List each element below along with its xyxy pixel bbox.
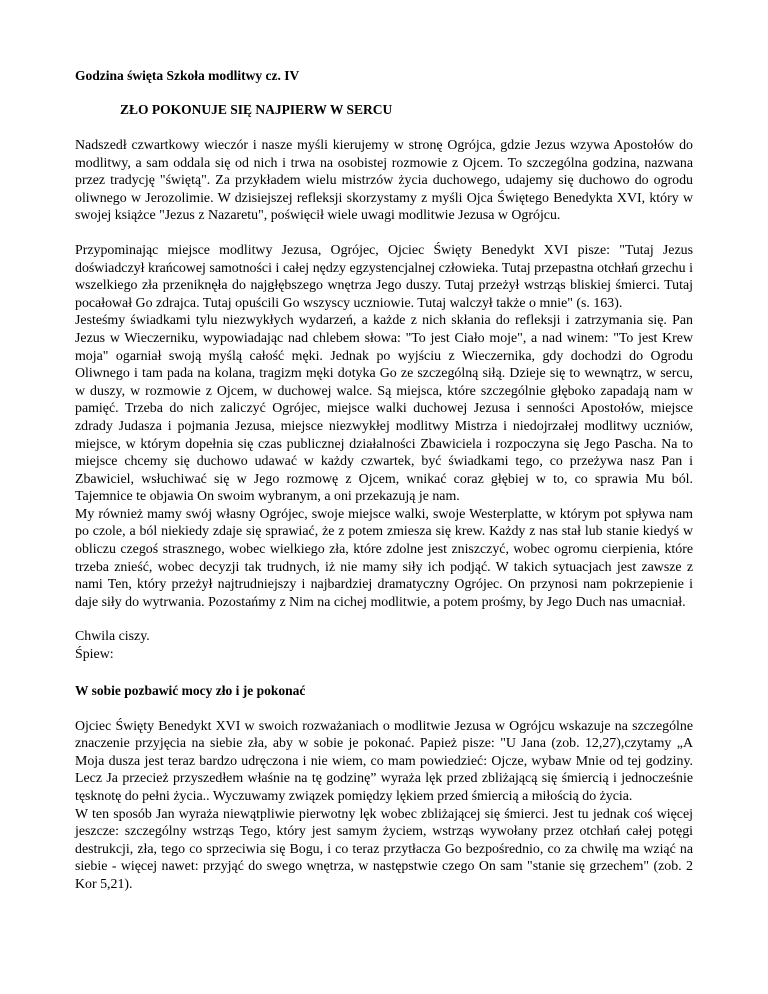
paragraph-benedict: Ojciec Święty Benedykt XVI w swoich rozważaniach o modlitwie Jezusa w Ogrójcu wskazuje na szczególne znaczenie przyjęcia na siebie zła, aby w sobie je pokonać. Papież pisze: "U Jana (zob. 12,27),czytamy „A Moja dusza jest teraz bardzo udręczona i nie wiem, co mam powiedzieć: Ojcze, wybaw Mnie od tej godziny. Lecz Ja przecież przyszedłem właśnie na tę godzinę” wyraża lęk przed zbliżającą się śmiercią i jednocześnie tęsknotę do pełni życia.. Wyczuwamy związek pomiędzy lękiem przed śmiercią a miłością do życia. [75, 718, 693, 804]
song-note: Śpiew: [75, 647, 114, 663]
paragraph-witnesses: Jesteśmy świadkami tylu niezwykłych wydarzeń, a każde z nich skłania do refleksji i zatrzymania się. Pan Jezus w Wieczerniku, wypowiadając nad chlebem słowa: "To jest Ciało moje", a nad winem: "To jest Krew moja" ogarniał swoją myślą całość męki. Jednak po wyjściu z Wieczernika, gdy dochodzi do Ogrodu Oliwnego i tam pada na kolana, tragizm męki dotyka Go ze szczególną siłą. Dzieje się to wewnątrz, w sercu, w duszy, w rozmowie z Ojcem, w duchowej walce. Są miejsca, które szczególnie głęboko zapadają nam w pamięć. Trzeba do nich zaliczyć Ogrójec, miejsce walki duchowej Jezusa i senności Apostołów, miejsce zdrady Judasza i pojmania Jezusa, miejsce niezwykłej modlitwy Mistrza i niedojrzałej modlitwy uczniów, miejsce, w którym dopełnia się czas publicznej działalności Zbawiciela i rozpoczyna się Jego Pascha. Na to miejsce chcemy się duchowo udawać w każdy czwartek, być świadkami tego, co przeżywa nasz Pan i Zbawiciel, wsłuchiwać się w Jego rozmowę z Ojcem, wnikać coraz głębiej w to, co sprawia Mu ból. Tajemnice te objawia On swoim wybranym, a oni przekazują je nam. [75, 313, 693, 505]
paragraph-john: W ten sposób Jan wyraża niewątpliwie pierwotny lęk wobec zbliżającej się śmierci. Jest tu jednak coś więcej jeszcze: szczególny wstrząs Tego, który jest samym życiem, wstrząs wywołany przez otchłań całej potęgi destrukcji, zła, tego co sprzeciwia się Bogu, i co teraz przytłacza Go bezpośrednio, co za chwilę ma wziąć na siebie - więcej nawet: przyjąć do swego wnętrza, w następstwie czego On sam "stanie się grzechem" (zob. 2 Kor 5,21). [75, 806, 693, 892]
spacer [75, 611, 693, 628]
spacer [75, 701, 693, 718]
spacer [75, 120, 693, 137]
silence-note: Chwila ciszy. [75, 629, 150, 645]
section-title: W sobie pozbawić mocy zło i je pokonać [75, 682, 306, 698]
document-subtitle: ZŁO POKONUJE SIĘ NAJPIERW W SERCU [120, 102, 393, 117]
paragraph-intro: Nadszedł czwartkowy wieczór i nasze myśli kierujemy w stronę Ogrójca, gdzie Jezus wzywa Apostołów do modlitwy, a sam oddala się od nich i trwa na osobistej rozmowie z Ojcem. To szczególna godzina, nazwana przez tradycję "świętą". Za przykładem wielu mistrzów życia duchowego, udajemy się duchowo do ogrodu oliwnego w Jerozolimie. W dzisiejszej refleksji skorzystamy z myśli Ojca Świętego Benedykta XVI, który w swojej książce "Jezus z Nazaretu", poświęcił wiele uwagi modlitwie Jezusa w Ogrójcu. [75, 138, 693, 224]
spacer [75, 664, 693, 681]
document-page [75, 66, 693, 894]
spacer [75, 225, 693, 242]
document-title: Godzina święta Szkoła modlitwy cz. IV [75, 68, 300, 83]
paragraph-quote: Przypominając miejsce modlitwy Jezusa, Ogrójec, Ojciec Święty Benedykt XVI pisze: "Tutaj Jezus doświadczył krańcowej samotności i całej nędzy egzystencjalnej człowieka. Tutaj przepastna otchłań grzechu i wszelkiego zła przeniknęła do najgłębszego wnętrza Jego duszy. Tutaj przeżył wstrząs bliskiej śmierci. Tutaj pocałował Go zdrajca. Tutaj opuścili Go wszyscy uczniowie. Tutaj walczył także o mnie" (s. 163). [75, 242, 693, 311]
paragraph-our-gethsemane: My również mamy swój własny Ogrójec, swoje miejsce walki, swoje Westerplatte, w którym pot spływa nam po czole, a ból niekiedy zdaje się sprawiać, że z potem zmiesza się krew. Każdy z nas stał lub stanie kiedyś w obliczu czegoś strasznego, wobec wielkiego zła, które zdolne jest zniszczyć, wobec ogromu cierpienia, które trzeba znieść, wobec decyzji tak trudnych, iż nie mamy siły ich podjąć. W takich sytuacjach jest zawsze z nami Ten, który przeżył najtrudniejszy i najbardziej dramatyczny Ogrójec. On przynosi nam pokrzepienie i daje siły do wytrwania. Pozostańmy z Nim na cichej modlitwie, a potem prośmy, by Jego Duch nas umacniał. [75, 506, 693, 610]
